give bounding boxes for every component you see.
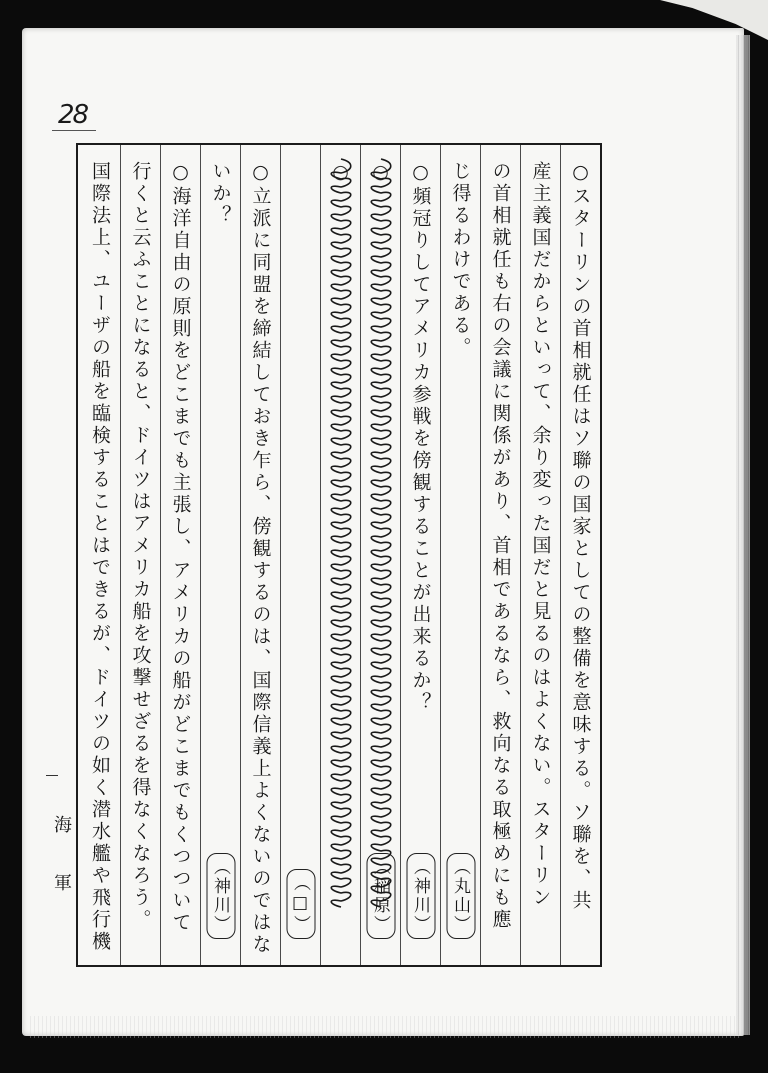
speaker-note: （丸山）: [446, 853, 475, 939]
manuscript-column: [400, 145, 440, 965]
column-text: 行くと云ふことになると、ドイツはアメリカ船を攻撃せざるを得なくなろう。: [129, 161, 152, 931]
manuscript-column: [360, 145, 400, 965]
page-number-underline: [52, 130, 96, 131]
column-text: ○: [329, 161, 352, 186]
manuscript-column: [440, 145, 480, 965]
manuscript-column: [320, 145, 360, 965]
manuscript-column: [520, 145, 560, 965]
manuscript-column: [80, 145, 120, 965]
column-text: の首相就任も右の会議に関係があり、首相であるなら、救向なる取極めにも應: [489, 161, 512, 931]
column-text: ○海洋自由の原則をどこまでも主張し、アメリカの船がどこまでもくつついて: [169, 161, 192, 934]
manuscript-column: [200, 145, 240, 965]
column-text: ○: [369, 161, 392, 186]
strikeout-scribble: [368, 155, 394, 915]
column-text: じ得るわけである。: [449, 161, 472, 359]
stamp: 海軍: [51, 815, 72, 931]
manuscript-column: [560, 145, 600, 965]
manuscript-column: [240, 145, 280, 965]
manuscript-column: [480, 145, 520, 965]
scan-noise: [30, 1016, 742, 1038]
column-text: 産主義国だからといって、余り変った国だと見るのはよくない。スターリン: [529, 161, 552, 909]
column-text: 国際法上、ユーザの船を臨検することはできるが、ドイツの如く潜水艦や飛行機: [89, 161, 111, 953]
column-text: ○立派に同盟を締結しておき乍ら、傍観するのは、国際信義上よくないのではな: [249, 161, 272, 956]
manuscript-column: [160, 145, 200, 965]
page-edge: [736, 35, 750, 1035]
speaker-note: （稲原）: [366, 853, 395, 939]
margin-mark: [46, 775, 58, 776]
strikeout-scribble: [328, 155, 354, 915]
column-text: ○頻冠りしてアメリカ参戦を傍観することが出来るか？: [409, 161, 432, 714]
speaker-note: （神川）: [406, 853, 435, 939]
manuscript-column: [120, 145, 160, 965]
speaker-note: （□）: [286, 869, 315, 939]
page-number: 28: [58, 100, 88, 130]
column-text: ○スターリンの首相就任はソ聯の国家としての整備を意味する。ソ聯を、共: [569, 161, 592, 912]
speaker-note: （神川）: [206, 853, 235, 939]
manuscript-column: [280, 145, 320, 965]
manuscript-grid: [76, 143, 602, 967]
column-text: いか？: [209, 161, 232, 227]
